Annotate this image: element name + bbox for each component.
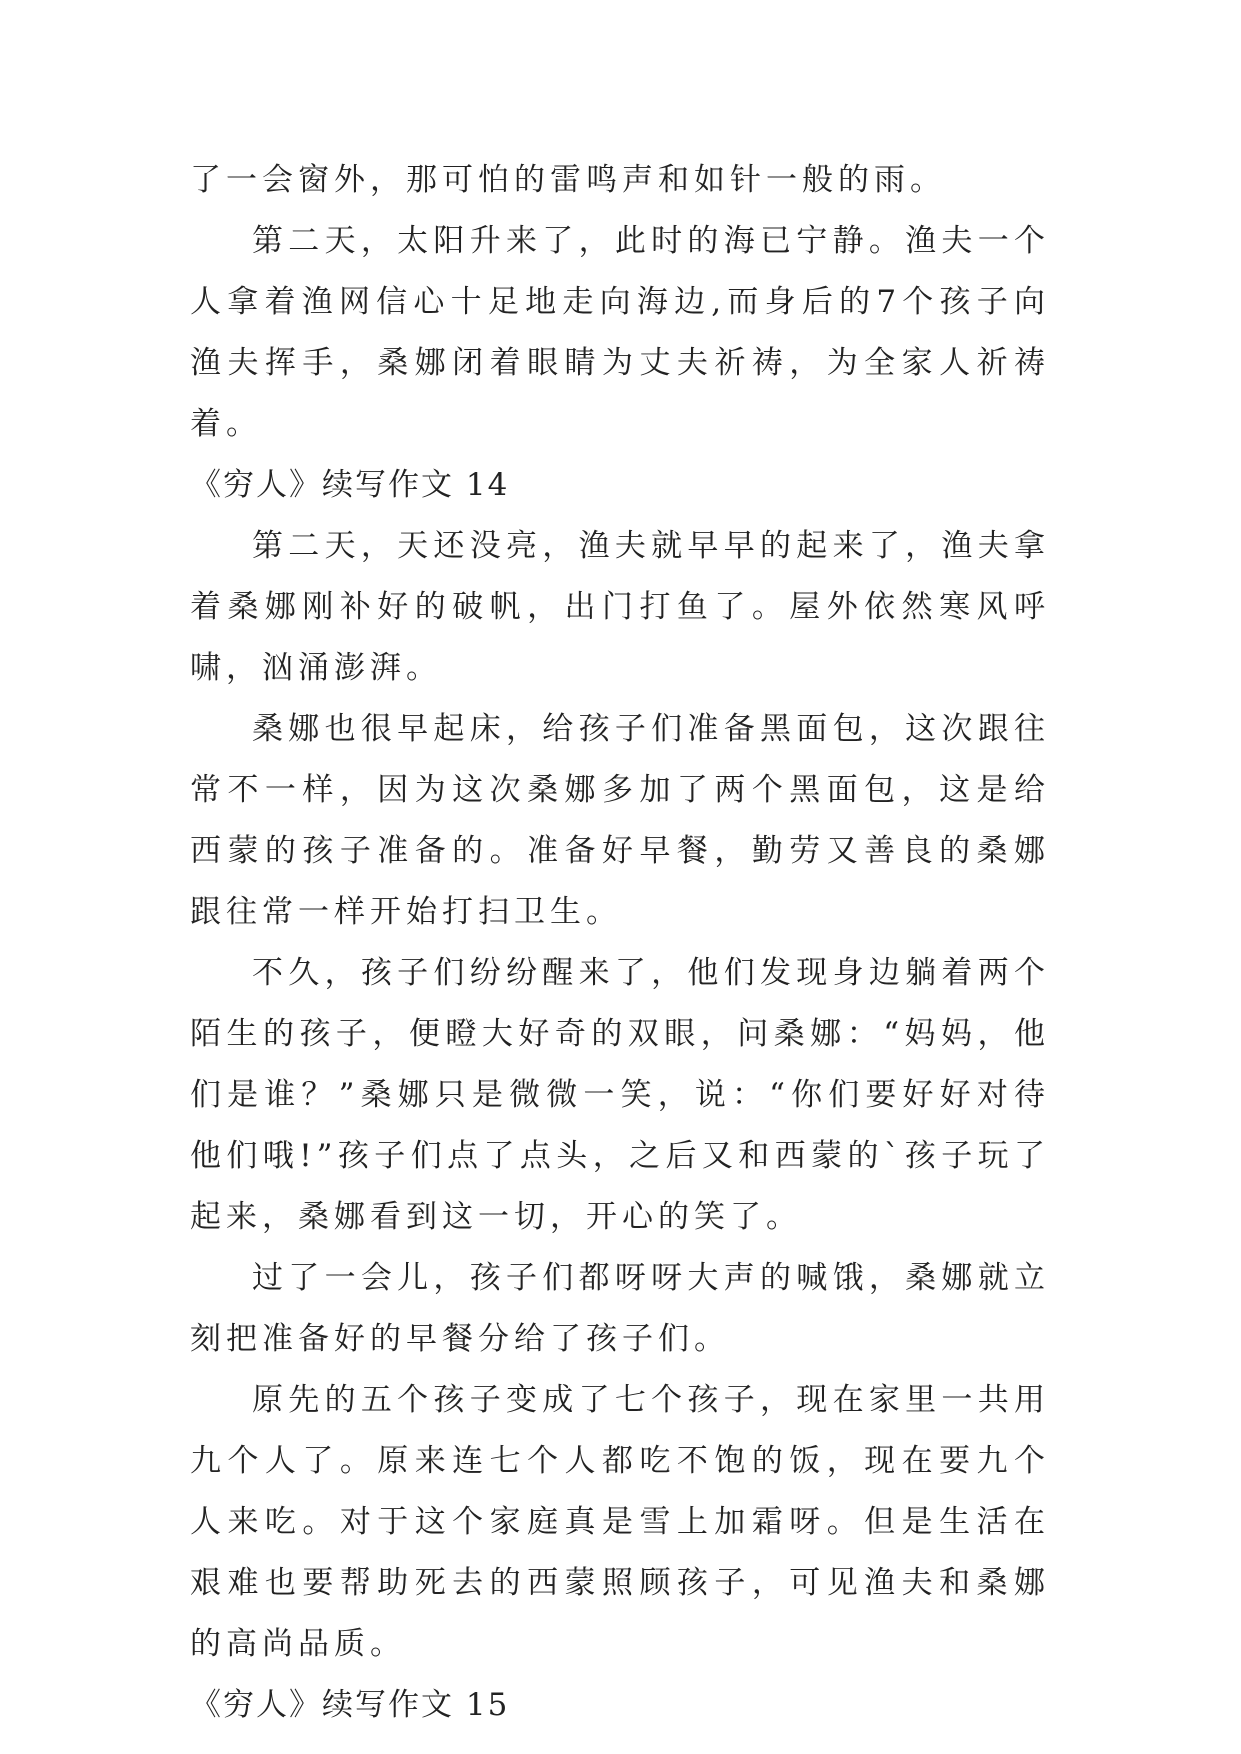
paragraph: 第二天，天还没亮，渔夫就早早的起来了，渔夫拿着桑娜刚补好的破帆，出门打鱼了。屋外依然寒风呼啸，汹涌澎湃。	[190, 528, 1050, 686]
paragraph: 原先的五个孩子变成了七个孩子，现在家里一共用九个人了。原来连七个人都吃不饱的饭，现在要九个人来吃。对于这个家庭真是雪上加霜呀。但是生活在艰难也要帮助死去的西蒙照顾孩子，可见渔夫和桑娜的高尚品质。	[190, 1382, 1050, 1662]
paragraph: 桑娜也很早起床，给孩子们准备黑面包，这次跟往常不一样，因为这次桑娜多加了两个黑面包，这是给西蒙的孩子准备的。准备好早餐，勤劳又善良的桑娜跟往常一样开始打扫卫生。	[190, 711, 1050, 930]
paragraph: 过了一会儿，孩子们都呀呀大声的喊饿，桑娜就立刻把准备好的早餐分给了孩子们。	[190, 1260, 1050, 1357]
document-body	[190, 150, 1050, 1736]
section-heading: 《穷人》续写作文 15	[190, 1687, 510, 1723]
paragraph-continuation: 了一会窗外，那可怕的雷鸣声和如针一般的雨。	[190, 162, 946, 198]
section-heading: 《穷人》续写作文 14	[190, 467, 510, 503]
paragraph: 第二天，太阳升来了，此时的海已宁静。渔夫一个人拿着渔网信心十足地走向海边,而身后的7个孩子向渔夫挥手，桑娜闭着眼睛为丈夫祈祷，为全家人祈祷着。	[190, 223, 1050, 442]
paragraph: 不久，孩子们纷纷醒来了，他们发现身边躺着两个陌生的孩子，便瞪大好奇的双眼，问桑娜：“妈妈，他们是谁？”桑娜只是微微一笑，说：“你们要好好对待他们哦!”孩子们点了点头，之后又和西蒙的`孩子玩了起来，桑娜看到这一切，开心的笑了。	[190, 955, 1050, 1235]
